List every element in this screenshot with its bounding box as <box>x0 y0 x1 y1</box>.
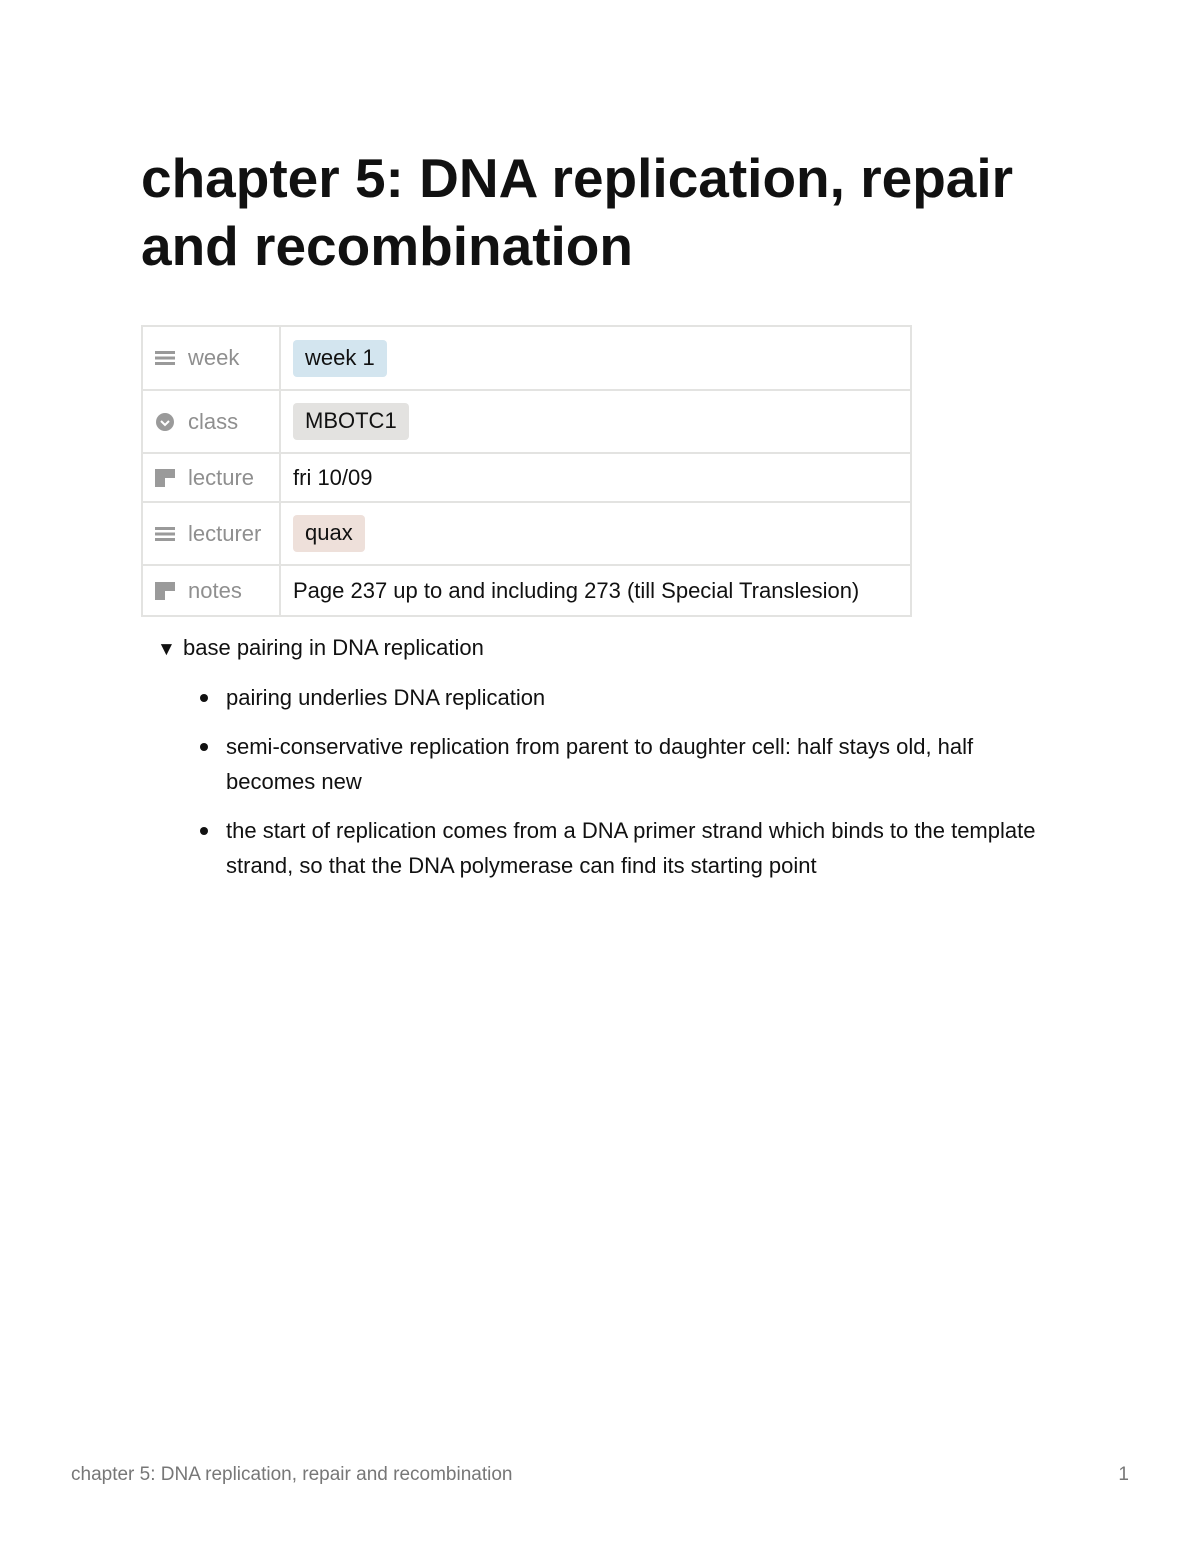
bullet-icon <box>200 827 208 835</box>
class-tag[interactable]: MBOTC1 <box>293 403 409 440</box>
notes-value[interactable]: Page 237 up to and including 273 (till Special Translesion) <box>280 565 911 616</box>
text-icon <box>155 581 175 601</box>
property-key-lecturer: lecturer <box>188 520 262 546</box>
list-item: semi-conservative replication from parent to daughter cell: half stays old, half becomes new <box>226 729 1066 799</box>
property-key-week: week <box>188 345 240 370</box>
property-row-lecturer <box>142 502 911 565</box>
tag-icon <box>155 412 175 432</box>
list-item: pairing underlies DNA replication <box>226 680 1066 715</box>
lecture-value[interactable]: fri 10/09 <box>280 453 911 502</box>
week-tag[interactable]: week 1 <box>293 340 387 377</box>
property-key-class: class <box>188 408 239 434</box>
property-row-class <box>142 390 911 453</box>
toggle-bullet-list <box>226 680 1066 897</box>
triangle-down-icon[interactable]: ▼ <box>157 639 176 660</box>
page-title: chapter 5: DNA replication, repair and recombination <box>141 147 1014 277</box>
page-number: 1 <box>1118 1464 1129 1485</box>
toggle-label: base pairing in DNA replication <box>183 635 484 660</box>
bullet-icon <box>200 743 208 751</box>
bullet-icon <box>200 694 208 702</box>
property-row-lecture <box>142 453 911 502</box>
property-key-lecture: lecture <box>188 464 255 490</box>
list-icon <box>155 524 175 544</box>
footer-title: chapter 5: DNA replication, repair and recombination <box>71 1464 513 1485</box>
property-row-notes <box>142 565 911 616</box>
property-row-week <box>142 326 911 390</box>
lecturer-tag[interactable]: quax <box>293 515 365 552</box>
toggle-block[interactable] <box>157 633 484 665</box>
list-item: the start of replication comes from a DNA primer strand which binds to the template strand, so that the DNA polymerase can find its starting point <box>226 813 1066 883</box>
properties-table <box>141 325 912 617</box>
property-key-notes: notes <box>188 577 242 603</box>
text-icon <box>155 468 175 488</box>
list-icon <box>155 348 175 368</box>
